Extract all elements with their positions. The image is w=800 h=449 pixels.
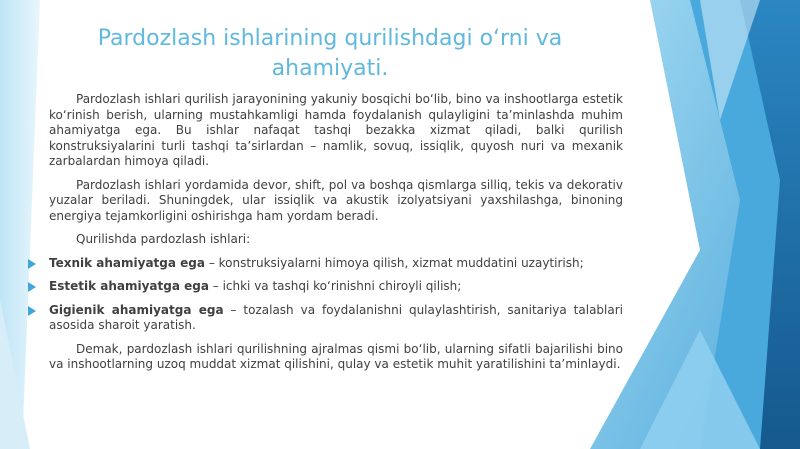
paragraph-1: Pardozlash ishlari qurilish jarayonining yakuniy bosqichi bo‘lib, bino va inshootlarga estetik ko‘rinish berish, ularning mustahkamligi hamda foydalanish qulayligini ta’minlashda muhim ahamiyatga ega. Bu ishlar nafaqat tashqi bezakka xizmat qiladi, balki qurilish konstruksiyalarini turli tashqi ta’sirlardan – namlik, sovuq, issiqlik, quyosh nuri va mexanik zarbalardan himoya qiladi. [49, 92, 623, 168]
list-item [25, 279, 623, 295]
slide-title: Pardozlash ishlarining qurilishdagi o‘rni va ahamiyati. [97, 26, 563, 81]
list-item [25, 256, 623, 272]
bullet-list [49, 256, 623, 334]
bullet-term: Gigienik ahamiyatga ega [49, 302, 224, 317]
triangle-bullet-icon [28, 259, 36, 269]
slide-content [49, 92, 623, 381]
bullet-text: – ichki va tashqi ko‘rinishni chiroyli qilish; [208, 279, 462, 293]
bullet-term: Estetik ahamiyatga ega [49, 279, 209, 293]
conclusion-paragraph: Demak, pardozlash ishlari qurilishning ajralmas qismi bo‘lib, ularning sifatli bajarilishi bino va inshootlarning uzoq muddat xizmat qilishini, qulay va estetik muhit yaratilishini ta’minlaydi. [49, 341, 623, 371]
list-intro: Qurilishda pardozlash ishlari: [76, 232, 251, 246]
bullet-text: – konstruksiyalarni himoya qilish, xizmat muddatini uzaytirish; [205, 255, 584, 270]
triangle-bullet-icon [28, 306, 36, 316]
bullet-term: Texnik ahamiyatga ega [49, 255, 205, 270]
list-item [25, 303, 623, 334]
bullet-text: – tozalash va foydalanishni qulaylashtirish, sanitariya talablari asosida sharoit yaratish. [49, 302, 623, 332]
triangle-bullet-icon [28, 282, 36, 292]
paragraph-2: Pardozlash ishlari yordamida devor, shift, pol va boshqa qismlarga silliq, tekis va dekorativ yuzalar beriladi. Shuningdek, ular issiqlik va akustik izolyatsiyani yaxshilashga, binoning energiya tejamkorligini oshirishga ham yordam beradi. [49, 177, 623, 223]
